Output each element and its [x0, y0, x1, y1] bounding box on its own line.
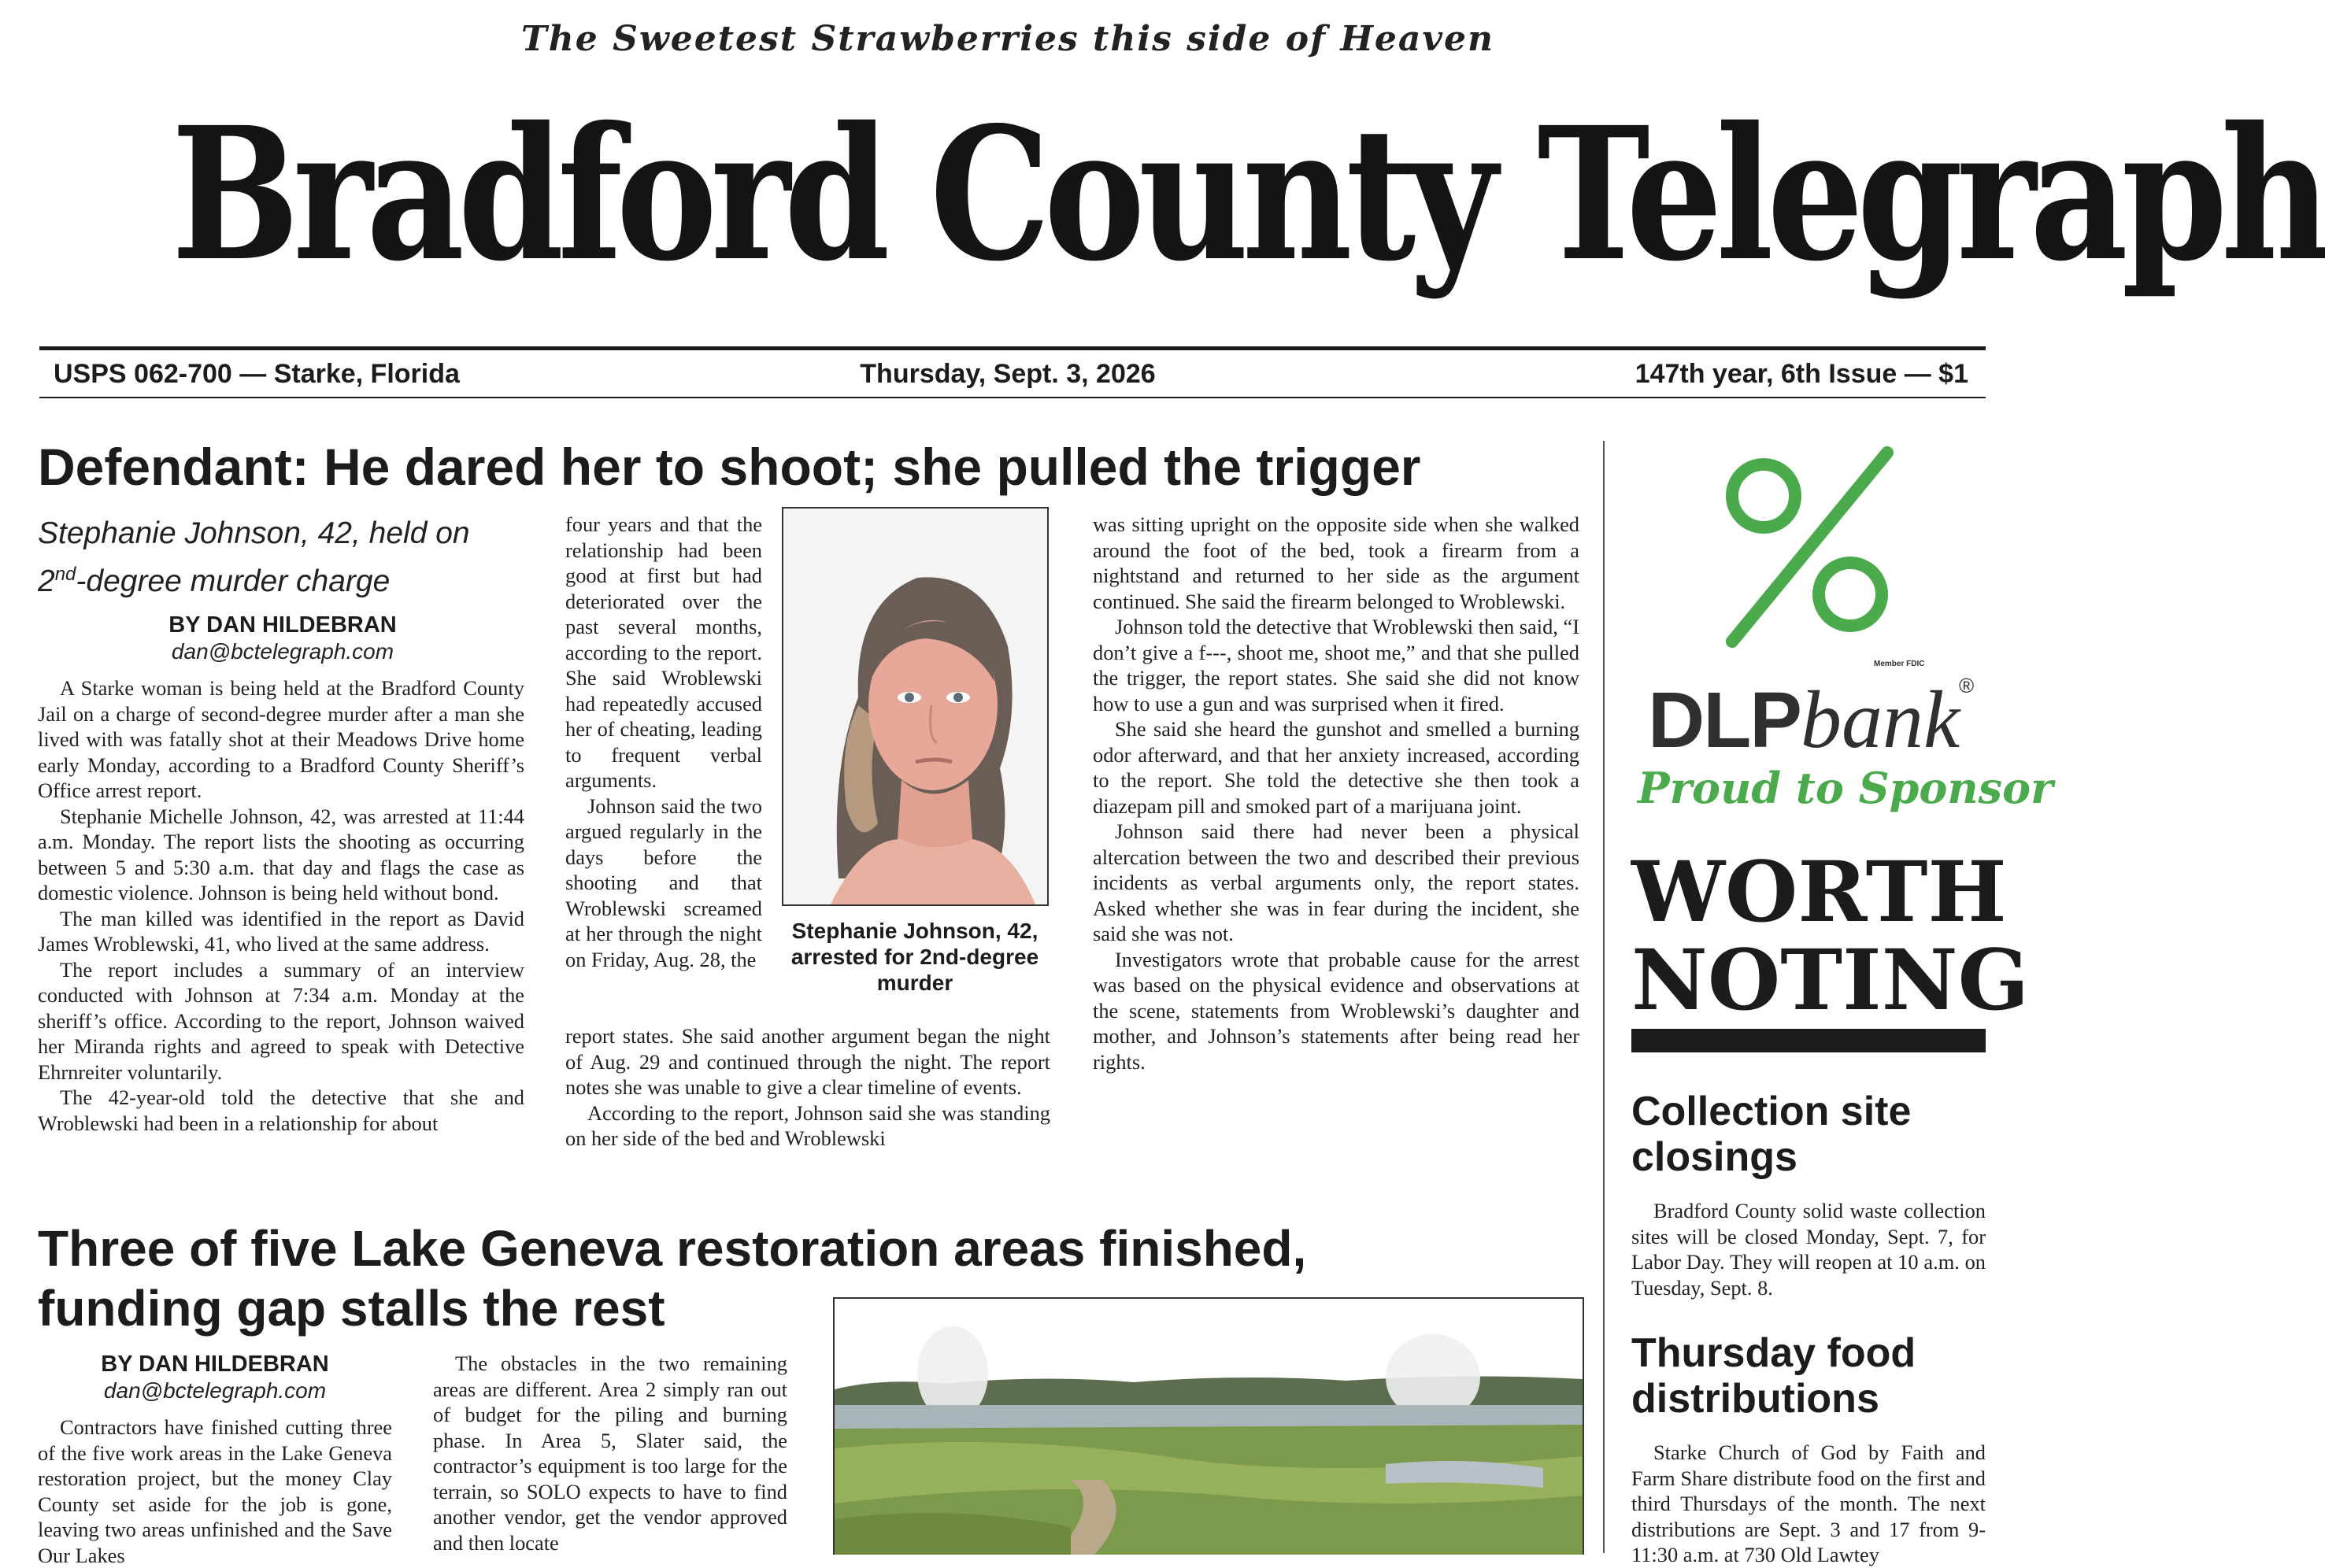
food-distribution-heading: Thursday food distributions — [1631, 1330, 1916, 1422]
paragraph: Bradford County solid waste collection sites will be closed Monday, Sept. 7, for Labor Day. They will reopen at 10 a.m. on Tuesday, Sept. 8. — [1631, 1199, 1986, 1300]
story1-deck — [38, 513, 542, 602]
story1-email: dan@bctelegraph.com — [171, 639, 394, 664]
paragraph: According to the report, Johnson said she was standing on her side of the bed and Wroblewski — [565, 1100, 1050, 1150]
noting-heading: NOTING — [1631, 930, 2030, 1029]
story1-headline: Defendant: He dared her to shoot; she pulled the trigger — [38, 438, 1421, 496]
story1-col1 — [38, 675, 524, 1136]
paragraph: Johnson told the detective that Wroblewski then said, “I don’t give a f---, shoot me, shoot me,” and that she pulled the trigger, the report states. She said she did not know how to use a gun and was surprised when it fired. — [1093, 615, 1579, 716]
collection-site-heading: Collection site closings — [1631, 1089, 1912, 1180]
worth-noting-bar — [1631, 1029, 1986, 1052]
paragraph: four years and that the relationship had been good at first but had deteriorated over the past several months, according to the report. She said Wroblewski had repeatedly accused her of cheating, leading to frequent verbal arguments. — [565, 512, 762, 792]
story2-headline-line1: Three of five Lake Geneva restoration areas finished, — [38, 1220, 1307, 1277]
food-distribution-body — [1631, 1440, 1986, 1568]
paragraph: The man killed was identified in the report as David James Wroblewski, 41, who lived at the same address. — [38, 906, 524, 956]
story2-col1 — [38, 1415, 392, 1568]
proud-to-sponsor: Proud to Sponsor — [1638, 763, 2053, 813]
newspaper-nameplate: Bradford County Telegraph — [171, 87, 2325, 301]
dlp-bank-logo — [1648, 673, 1960, 767]
paragraph: Starke Church of God by Faith and Farm Share distribute food on the first and third Thursdays of the month. The next distributions are Sept. 3 and 17 from 9-11:30 a.m. at 730 Old Lawtey — [1631, 1440, 1986, 1566]
story1-col3 — [1093, 512, 1579, 1074]
paragraph: She said she heard the gunshot and smelled a burning odor afterward, and that her anxiety increased, according to the report. She told the detective she then took a diazepam pill and smoked part of a marijuana joint. — [1093, 717, 1579, 818]
paragraph: Contractors have finished cutting three of the five work areas in the Lake Geneva restoration project, but the money Clay County set aside for the job is gone, leaving two areas unfinished and the Save Our Lakes — [38, 1415, 392, 1567]
member-fdic-badge: Member FDIC — [1874, 660, 1925, 668]
masthead-rule-top — [39, 346, 1986, 350]
paragraph: Johnson said there had never been a physical altercation between the two and described their previous incidents as verbal arguments only, the report states. Asked whether she was in fear during the incident, she said she was not. — [1093, 819, 1579, 945]
story2-byline: BY DAN HILDEBRAN — [101, 1352, 329, 1377]
story2-col2 — [433, 1351, 787, 1555]
sidebar-divider — [1603, 441, 1605, 1553]
story2-email: dan@bctelegraph.com — [103, 1378, 327, 1403]
story1-col2-wide — [565, 1023, 1050, 1152]
issue-date: Thursday, Sept. 3, 2026 — [860, 359, 1156, 389]
story1-col2-narrow — [565, 512, 762, 972]
collection-site-body — [1631, 1198, 1986, 1300]
paragraph: report states. She said another argument began the night of Aug. 29 and continued through the night. The report notes she was unable to give a clear timeline of events. — [565, 1024, 1050, 1099]
paragraph: The obstacles in the two remaining areas are different. Area 2 simply ran out of budget for the piling and burning phase. In Area 5, Slater said, the contractor’s equipment is too large for the terrain, so SOLO expects to have to find another vendor, get the vendor approved and then locate — [433, 1352, 787, 1555]
paragraph: was sitting upright on the opposite side when she walked around the foot of the bed, took a firearm from a nightstand and returned to her side as the argument continued. She said the firearm belonged to Wroblewski. — [1093, 512, 1579, 613]
usps-location: USPS 062-700 — Starke, Florida — [54, 359, 460, 389]
mugshot-illustration — [783, 508, 1047, 904]
masthead-tagline: The Sweetest Strawberries this side of Heaven — [521, 19, 1494, 59]
story1-deck-line1: Stephanie Johnson, 42, held on — [38, 516, 470, 550]
paragraph: Investigators wrote that probable cause for the arrest was based on the physical evidence and observations at the scene, statements from Wroblewski’s daughter and mother, and Johnson’s statements after being read her rights. — [1093, 947, 1579, 1074]
story1-byline: BY DAN HILDEBRAN — [168, 612, 397, 638]
masthead-rule-bottom — [39, 397, 1986, 398]
paragraph: A Starke woman is being held at the Bradford County Jail on a charge of second-degree murder after a man she lived with was fatally shot at their Meadows Drive home early Monday, according to a Bradford County Sheriff’s Office arrest report. — [38, 676, 524, 802]
worth-heading: WORTH — [1631, 842, 2007, 941]
paragraph: The report includes a summary of an interview conducted with Johnson at 7:34 a.m. Monday at the sheriff’s office. According to the report, Johnson waived her Miranda rights and agreed to speak with Detective Ehrnreiter voluntarily. — [38, 957, 524, 1084]
dlp-bank-bold: DLP — [1648, 676, 1801, 764]
registered-mark: ® — [1959, 674, 1975, 697]
mugshot-caption: Stephanie Johnson, 42, arrested for 2nd-degree murder — [790, 919, 1039, 995]
paragraph: Johnson said the two argued regularly in the days before the shooting and that Wroblewski screamed at her through the night on Friday, Aug. 28, the — [565, 793, 762, 971]
lake-geneva-photo — [833, 1297, 1584, 1555]
paragraph: The 42-year-old told the detective that she and Wroblewski had been in a relationship for about — [38, 1085, 524, 1135]
paragraph: Stephanie Michelle Johnson, 42, was arrested at 11:44 a.m. Monday. The report lists the shooting as occurring between 5 and 5:30 a.m. that day and flags the case as domestic violence. Johnson is being held without bond. — [38, 804, 524, 904]
dlp-percent-logo-icon — [1712, 445, 1901, 649]
dlp-bank-italic: bank — [1801, 675, 1960, 765]
story2-headline-line2: funding gap stalls the rest — [38, 1280, 665, 1337]
issue-number-price: 147th year, 6th Issue — $1 — [1635, 359, 1968, 389]
mugshot-photo — [782, 507, 1049, 906]
story1-deck-line2: 2nd-degree murder charge — [38, 564, 391, 598]
lake-photo-illustration — [835, 1299, 1583, 1555]
